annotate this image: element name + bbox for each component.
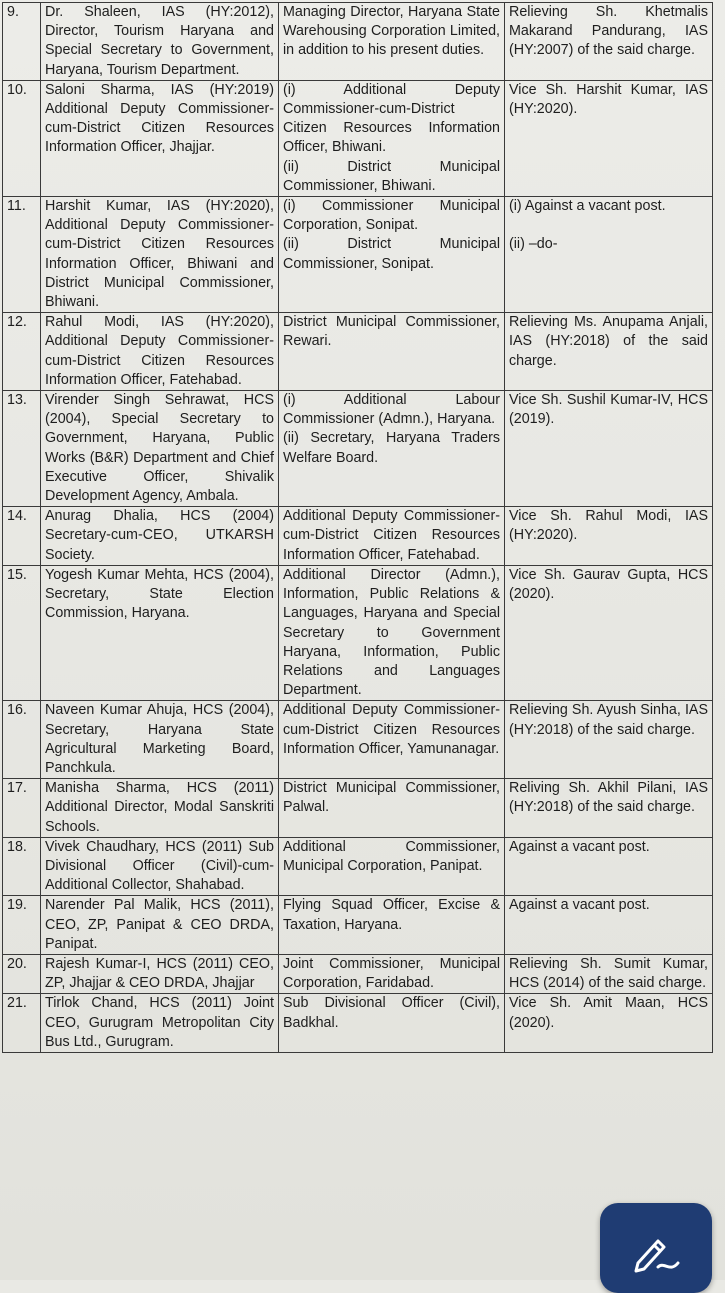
- row-number: 11.: [3, 197, 41, 313]
- table-row: [3, 80, 713, 196]
- officer-details: Dr. Shaleen, IAS (HY:2012), Director, Tourism Haryana and Special Secretary to Government, Haryana, Tourism Department.: [41, 3, 279, 81]
- remarks: Reliving Sh. Akhil Pilani, IAS (HY:2018) of the said charge.: [505, 779, 713, 838]
- row-number: 13.: [3, 391, 41, 507]
- row-number: 16.: [3, 701, 41, 779]
- officer-details: Saloni Sharma, IAS (HY:2019) Additional Deputy Commissioner-cum-District Citizen Resources Information Officer, Jhajjar.: [41, 80, 279, 196]
- row-number: 9.: [3, 3, 41, 81]
- table-body: [3, 3, 713, 1053]
- officer-details: Manisha Sharma, HCS (2011) Additional Director, Modal Sanskriti Schools.: [41, 779, 279, 838]
- officer-details: Narender Pal Malik, HCS (2011), CEO, ZP, Panipat & CEO DRDA, Panipat.: [41, 896, 279, 955]
- new-posting: (i) Commissioner Municipal Corporation, Sonipat. (ii) District Municipal Commissioner, Sonipat.: [279, 197, 505, 313]
- officer-details: Virender Singh Sehrawat, HCS (2004), Special Secretary to Government, Haryana, Public Works (B&R) Department and Chief Executive Officer, Shivalik Development Agency, Ambala.: [41, 391, 279, 507]
- new-posting: District Municipal Commissioner, Rewari.: [279, 313, 505, 391]
- remarks: Relieving Sh. Khetmalis Makarand Pandurang, IAS (HY:2007) of the said charge.: [505, 3, 713, 81]
- new-posting: District Municipal Commissioner, Palwal.: [279, 779, 505, 838]
- officer-details: Rahul Modi, IAS (HY:2020), Additional Deputy Commissioner-cum-District Citizen Resources Information Officer, Fatehabad.: [41, 313, 279, 391]
- remarks: Vice Sh. Harshit Kumar, IAS (HY:2020).: [505, 80, 713, 196]
- table-row: [3, 954, 713, 993]
- remarks: Vice Sh. Rahul Modi, IAS (HY:2020).: [505, 507, 713, 566]
- officer-details: Rajesh Kumar-I, HCS (2011) CEO, ZP, Jhajjar & CEO DRDA, Jhajjar: [41, 954, 279, 993]
- officer-details: Yogesh Kumar Mehta, HCS (2004), Secretary, State Election Commission, Haryana.: [41, 565, 279, 700]
- remarks: Relieving Ms. Anupama Anjali, IAS (HY:2018) of the said charge.: [505, 313, 713, 391]
- row-number: 20.: [3, 954, 41, 993]
- row-number: 14.: [3, 507, 41, 566]
- new-posting: Flying Squad Officer, Excise & Taxation, Haryana.: [279, 896, 505, 955]
- row-number: 19.: [3, 896, 41, 955]
- table-row: [3, 313, 713, 391]
- remarks: Vice Sh. Amit Maan, HCS (2020).: [505, 994, 713, 1053]
- row-number: 10.: [3, 80, 41, 196]
- new-posting: Managing Director, Haryana State Warehousing Corporation Limited, in addition to his present duties.: [279, 3, 505, 81]
- new-posting: Joint Commissioner, Municipal Corporation, Faridabad.: [279, 954, 505, 993]
- remarks: Relieving Sh. Ayush Sinha, IAS (HY:2018) of the said charge.: [505, 701, 713, 779]
- table-row: [3, 779, 713, 838]
- new-posting: (i) Additional Labour Commissioner (Admn.), Haryana. (ii) Secretary, Haryana Traders Welfare Board.: [279, 391, 505, 507]
- remarks: Against a vacant post.: [505, 896, 713, 955]
- table-row: [3, 994, 713, 1053]
- table-row: [3, 896, 713, 955]
- officer-details: Tirlok Chand, HCS (2011) Joint CEO, Gurugram Metropolitan City Bus Ltd., Gurugram.: [41, 994, 279, 1053]
- remarks: Relieving Sh. Sumit Kumar, HCS (2014) of the said charge.: [505, 954, 713, 993]
- remarks: Against a vacant post.: [505, 837, 713, 896]
- posting-orders-table: [2, 2, 713, 1053]
- new-posting: Additional Deputy Commissioner-cum-District Citizen Resources Information Officer, Fatehabad.: [279, 507, 505, 566]
- remarks: (i) Against a vacant post. (ii) –do-: [505, 197, 713, 313]
- new-posting: Additional Deputy Commissioner-cum-District Citizen Resources Information Officer, Yamunanagar.: [279, 701, 505, 779]
- table-row: [3, 3, 713, 81]
- table-row: [3, 837, 713, 896]
- officer-details: Harshit Kumar, IAS (HY:2020), Additional Deputy Commissioner-cum-District Citizen Resources Information Officer, Bhiwani and District Municipal Commissioner, Bhiwani.: [41, 197, 279, 313]
- table-row: [3, 565, 713, 700]
- new-posting: Additional Commissioner, Municipal Corporation, Panipat.: [279, 837, 505, 896]
- new-posting: Additional Director (Admn.), Information, Public Relations & Languages, Haryana and Special Secretary to Government Haryana, Information, Public Relations and Languages Department.: [279, 565, 505, 700]
- remarks: Vice Sh. Gaurav Gupta, HCS (2020).: [505, 565, 713, 700]
- table-row: [3, 507, 713, 566]
- officer-details: Anurag Dhalia, HCS (2004) Secretary-cum-CEO, UTKARSH Society.: [41, 507, 279, 566]
- new-posting: (i) Additional Deputy Commissioner-cum-District Citizen Resources Information Officer, Bhiwani. (ii) District Municipal Commissioner, Bhiwani.: [279, 80, 505, 196]
- officer-details: Naveen Kumar Ahuja, HCS (2004), Secretary, Haryana State Agricultural Marketing Board, Panchkula.: [41, 701, 279, 779]
- row-number: 15.: [3, 565, 41, 700]
- officer-details: Vivek Chaudhary, HCS (2011) Sub Divisional Officer (Civil)-cum-Additional Collector, Shahabad.: [41, 837, 279, 896]
- table-row: [3, 701, 713, 779]
- new-posting: Sub Divisional Officer (Civil), Badkhal.: [279, 994, 505, 1053]
- row-number: 21.: [3, 994, 41, 1053]
- remarks: Vice Sh. Sushil Kumar-IV, HCS (2019).: [505, 391, 713, 507]
- row-number: 12.: [3, 313, 41, 391]
- table-row: [3, 197, 713, 313]
- row-number: 18.: [3, 837, 41, 896]
- row-number: 17.: [3, 779, 41, 838]
- table-row: [3, 391, 713, 507]
